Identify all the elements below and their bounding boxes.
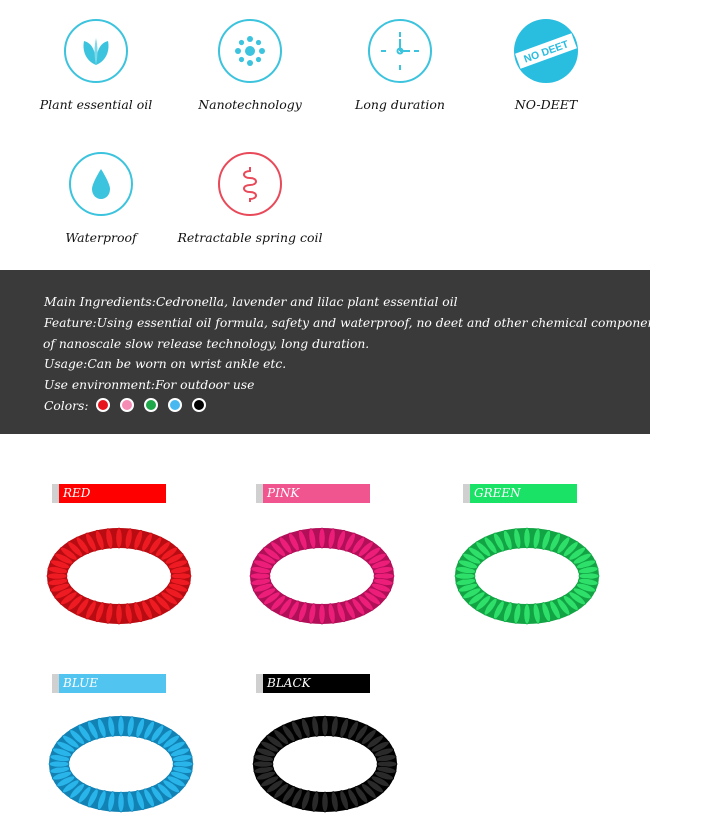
- feature-label: Waterproof: [65, 230, 137, 245]
- usage-line: [44, 354, 650, 375]
- bracelet-coil-segment: [524, 604, 530, 624]
- bracelet-coil-segment: [319, 604, 325, 624]
- feature-no-deet: [471, 19, 621, 112]
- color-swatch-red: [96, 398, 110, 412]
- environment-key: Use environment:: [44, 378, 156, 393]
- color-swatch-black: [192, 398, 206, 412]
- spring-coil-icon: [218, 152, 282, 216]
- bracelet-black-image: [252, 716, 398, 816]
- color-swatch-green: [144, 398, 158, 412]
- bracelet-red-image: [46, 528, 192, 628]
- feature-long-duration: [325, 19, 475, 112]
- color-swatch-blue: [168, 398, 182, 412]
- environment-line: [44, 375, 650, 396]
- feature-value: Using essential oil formula, safety and waterproof, no deet and other chemical components, the use: [96, 315, 720, 330]
- feature-label: Long duration: [355, 97, 445, 112]
- usage-key: Usage:: [44, 357, 88, 372]
- feature-spring-coil: [175, 152, 325, 245]
- product-tag-green: GREEN: [463, 484, 577, 503]
- nano-dots-icon: [218, 19, 282, 83]
- bracelet-pink-image: [249, 528, 395, 628]
- bracelet-hole: [277, 739, 373, 789]
- ingredients-key: Main Ingredients:: [44, 295, 156, 309]
- bracelet-coil-segment: [118, 792, 124, 812]
- color-swatch-pink: [120, 398, 134, 412]
- bracelet-hole: [73, 739, 169, 789]
- feature-line: [44, 313, 720, 334]
- bracelet-blue-image: [48, 716, 194, 816]
- product-tag-red: RED: [52, 484, 166, 503]
- water-drop-icon: [69, 152, 133, 216]
- product-tag-black: BLACK: [256, 674, 370, 693]
- no-deet-badge-text: NO DEET: [522, 38, 571, 66]
- ingredients-line: [44, 292, 650, 313]
- colors-line: [44, 396, 650, 417]
- feature-waterproof: [26, 152, 176, 245]
- bracelet-coil-segment: [319, 528, 325, 548]
- bracelet-coil-segment: [118, 716, 124, 736]
- feature-label: Plant essential oil: [39, 97, 153, 112]
- ingredients-value: Cedronella, lavender and lilac plant essential oil: [155, 295, 458, 309]
- bracelet-green-image: [454, 528, 600, 628]
- leaf-icon: [64, 19, 128, 83]
- color-swatches: [96, 398, 206, 412]
- usage-value: Can be worn on wrist ankle etc.: [87, 357, 287, 372]
- product-tag-pink: PINK: [256, 484, 370, 503]
- bracelet-hole: [71, 551, 167, 601]
- product-tag-blue: BLUE: [52, 674, 166, 693]
- no-deet-badge-icon: [514, 19, 578, 83]
- product-info-panel: [0, 270, 720, 434]
- feature-label: NO-DEET: [514, 97, 578, 112]
- feature-line-continued: of nanoscale slow release technology, long duration.: [43, 336, 370, 351]
- bracelet-coil-segment: [322, 792, 328, 812]
- bracelet-coil-segment: [116, 528, 122, 548]
- bracelet-coil-segment: [116, 604, 122, 624]
- environment-value: For outdoor use: [155, 378, 255, 393]
- clock-icon: [368, 19, 432, 83]
- feature-plant-oil: [21, 19, 171, 112]
- bracelet-coil-segment: [524, 528, 530, 548]
- bracelet-coil-segment: [322, 716, 328, 736]
- bracelet-hole: [274, 551, 370, 601]
- bracelet-hole: [479, 551, 575, 601]
- feature-nanotechnology: [175, 19, 325, 112]
- colors-key: Colors:: [44, 398, 89, 413]
- feature-key: Feature:: [44, 315, 97, 330]
- feature-label: Retractable spring coil: [177, 230, 323, 245]
- feature-label: Nanotechnology: [198, 97, 302, 112]
